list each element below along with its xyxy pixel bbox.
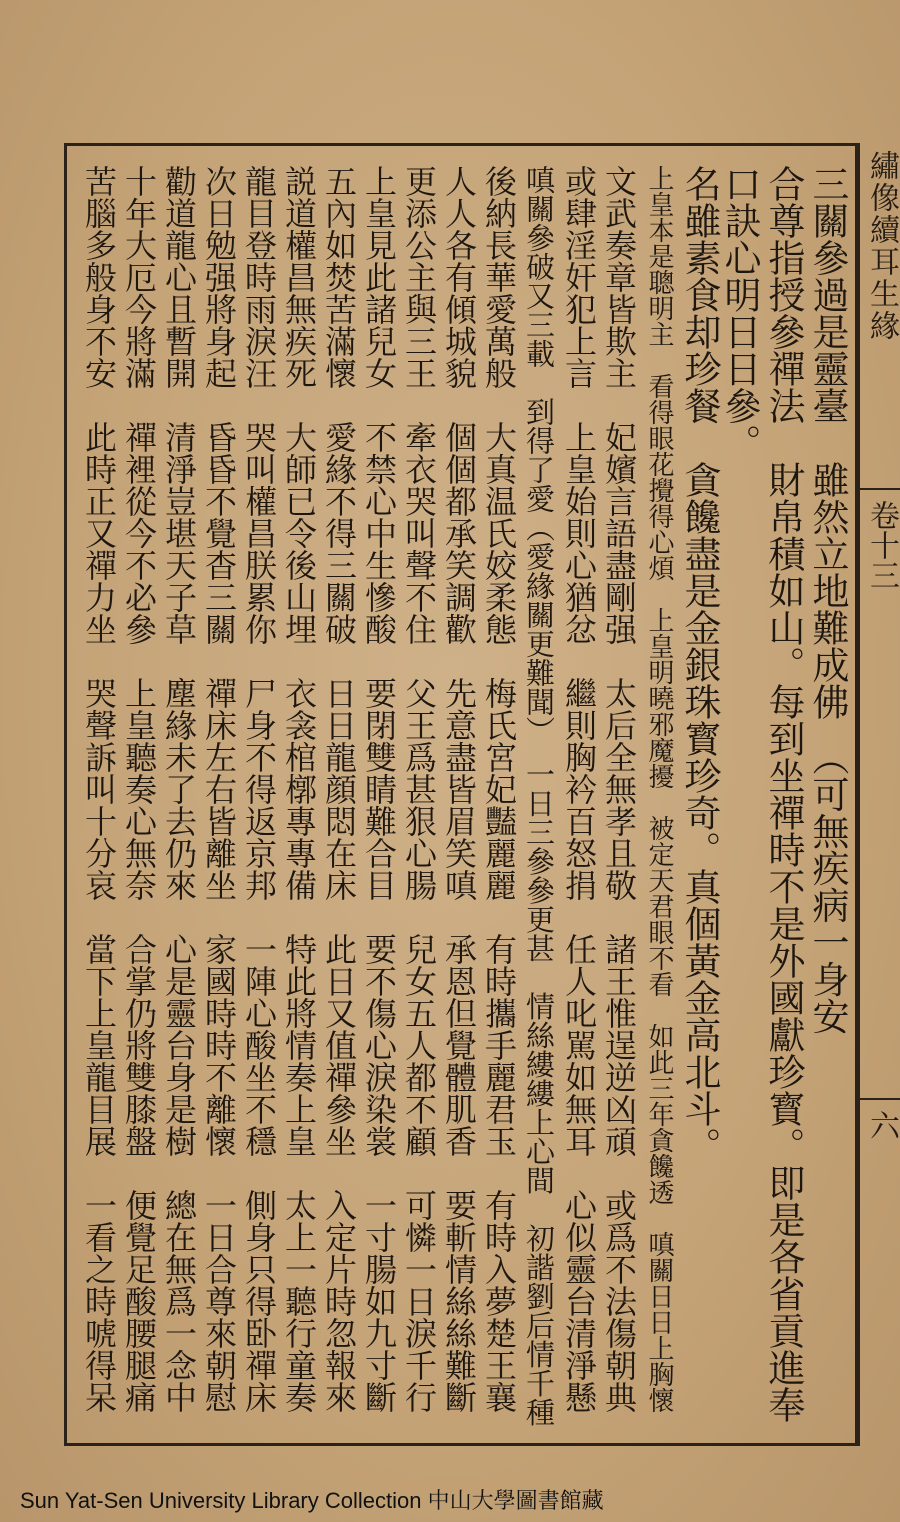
text-column: 三關參過是靈臺 雖然立地難成佛 （可無疾病一身安 xyxy=(806,165,849,1035)
margin-divider xyxy=(860,1098,900,1100)
text-column: 名雖素食却珍餐 貪饞盡是金銀珠寳珍奇。真個黃金高北斗。 xyxy=(678,165,721,1164)
library-watermark: Sun Yat-Sen University Library Collection 中山大學圖書館藏 xyxy=(20,1488,604,1513)
text-column: 更添公主與三王 牽衣哭叫聲不住 父王爲甚狠心腸 兒女五人都不顧 可憐一日淚千行 xyxy=(400,165,438,1413)
text-column: 次日勉强將身起 昏昏不覺杳三關 禪床左右皆離坐 家國時時不離懷 一日合尊來朝慰 xyxy=(200,165,238,1413)
text-column: 龍目登時雨淚汪 哭叫權昌朕累你 尸身不得返京邦 一陣心酸坐不穩 側身只得卧禪床 xyxy=(240,165,278,1413)
text-column: 五內如焚苦滿懷 愛緣不得三關破 日日龍顔悶在床 此日又值禪參坐 入定片時忽報來 xyxy=(320,165,358,1413)
text-column: 或肆淫奸犯上言 上皇始則心猶忿 繼則胸衿百怒捐 任人叱駡如無耳 心似靈台清淨懸 xyxy=(560,165,598,1413)
page-number: 六 xyxy=(864,1110,899,1140)
book-title: 繡像續耳生緣 xyxy=(864,150,899,342)
text-column: 上皇見此諸兒女 不禁心中生慘酸 要閉雙睛難合目 要不傷心淚染裳 一寸腸如九寸斷 xyxy=(360,165,398,1413)
text-column: 後納長華愛萬般 大真温氏姣柔態 梅氏宮妃豔麗麗 有時攜手麗君玉 有時入夢楚王襄 xyxy=(480,165,518,1413)
text-column: 嗔關參破又三載 到得了愛（愛緣關更難聞） 一日三參參更甚 情絲縷縷上心間 初諧劉后情千種 xyxy=(522,165,556,1427)
chapter-label: 卷十三 xyxy=(864,500,899,590)
text-column: 口訣心明日日參。 xyxy=(718,165,761,461)
margin-divider xyxy=(860,488,900,490)
text-column: 人人各有傾城貌 個個都承笑調歡 先意盡皆眉笑嗔 承恩但覺體肌香 要斬情絲絲難斷 xyxy=(440,165,478,1413)
text-column: 十年大厄今將滿 禪裡從今不必參 上皇聽奏心無奈 合掌仍將雙膝盤 便覺足酸腰腿痛 xyxy=(120,165,158,1413)
text-column: 説道權昌無疾死 大師已令後山埋 衣衾棺槨專專備 特此將情奏上皇 太上一聽行童奏 xyxy=(280,165,318,1413)
text-columns xyxy=(76,165,848,1435)
text-column: 文武奏章皆欺主 妃嬪言語盡剛强 太后全無孝且敬 諸王惟逞逆凶頑 或爲不法傷朝典 xyxy=(600,165,638,1413)
text-column: 苦腦多般身不安 此時正又禪力坐 哭聲訴叫十分哀 當下上皇龍目展 一看之時唬得呆 xyxy=(80,165,118,1413)
text-column: 勸道龍心且暫開 清淨豈堪天子草 塵緣未了去仍來 心是靈台身是樹 總在無爲一念中 xyxy=(160,165,198,1413)
text-column: 合尊指授參禪法 財帛積如山。每到坐禪時不是外國獻珍寳。即是各省貢進奉 xyxy=(762,165,805,1423)
text-column: 上皇本是聰明主 看得眼花攪得心煩 上皇明曉邪魔擾 被定天君眼不看 如此三年貪饞透 嗔關日日上胸懷 xyxy=(644,165,674,1413)
